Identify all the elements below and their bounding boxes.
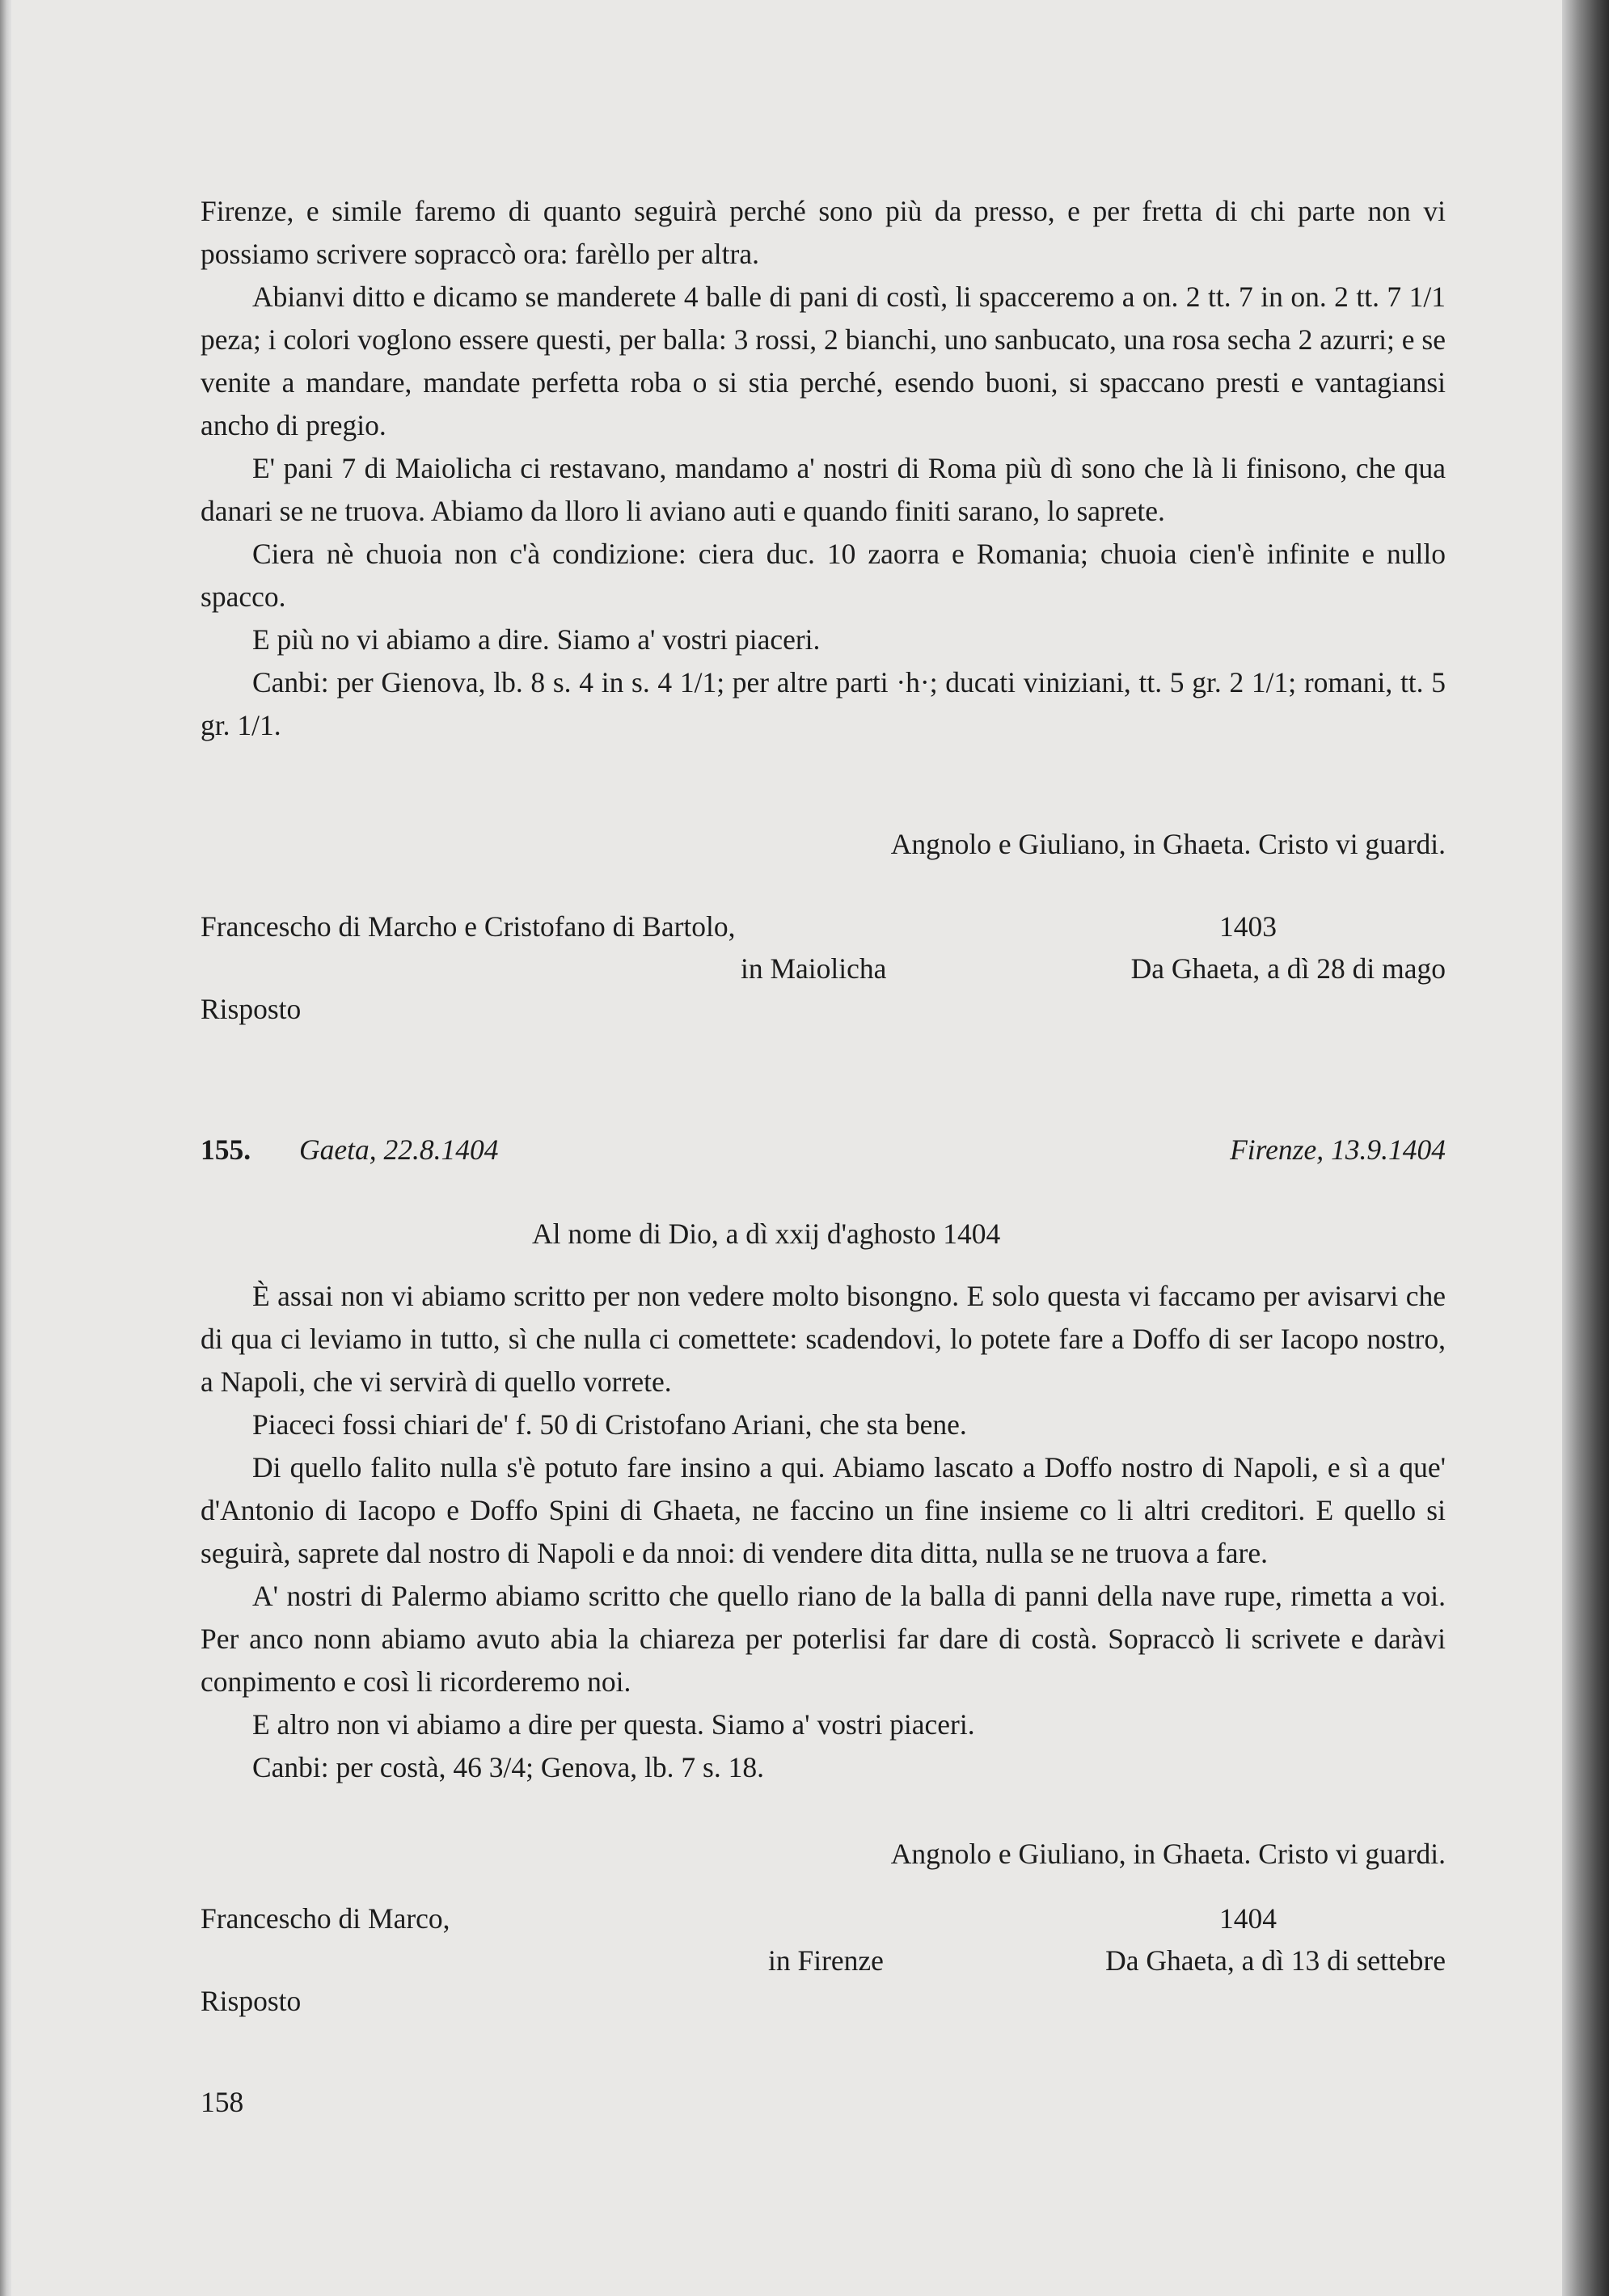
address-year: 1403 bbox=[1219, 910, 1277, 943]
paragraph: E altro non vi abiamo a dire per questa. Siamo a' vostri piaceri. bbox=[252, 1708, 975, 1741]
risposto-note: Risposto bbox=[201, 993, 302, 1025]
paragraph: È assai non vi abiamo scritto per non vedere molto bisongno. E solo questa vi faccamo per avisarvi che di qua ci leviamo in tutto, sì che nulla ci comettete: scadendovi, lo potete fare a Doffo di ser Iacopo nostro, a Napoli, che vi servirà di quello vorrete. bbox=[201, 1280, 1446, 1398]
signature: Angnolo e Giuliano, in Ghaeta. Cristo vi guardi. bbox=[890, 828, 1446, 860]
paragraph: Ciera nè chuoia non c'à condizione: ciera duc. 10 zaorra e Romania; chuoia cien'è infinite e nullo spacco. bbox=[201, 538, 1446, 613]
address-row bbox=[201, 1939, 1446, 1982]
risposto-note: Risposto bbox=[201, 1985, 302, 2017]
invocation-row bbox=[201, 1213, 1446, 1256]
letter-destination: Firenze, 13.9.1404 bbox=[1230, 1133, 1446, 1166]
paragraph: Di quello falito nulla s'è potuto fare insino a qui. Abiamo lascato a Doffo nostro di Napoli, e sì a que' d'Antonio di Iacopo e Doffo Spini di Ghaeta, ne faccino un fine insieme co li altri creditori. E quello si seguirà, saprete dal nostro di Napoli e da nnoi: di vendere dita ditta, nulla se ne truova a fare. bbox=[201, 1451, 1446, 1569]
book-page bbox=[201, 0, 1446, 2296]
address-name: Francescho di Marco, bbox=[201, 1902, 450, 1935]
paragraph: Canbi: per costà, 46 3/4; Genova, lb. 7 s. 18. bbox=[252, 1751, 764, 1783]
date-line: Da Ghaeta, a dì 28 di mago bbox=[1130, 952, 1446, 985]
page-number-row bbox=[201, 2081, 1446, 2124]
paragraph: Canbi: per Gienova, lb. 8 s. 4 in s. 4 1/1; per altre parti ·h·; ducati viniziani, tt. 5 gr. 2 1/1; romani, tt. 5 gr. 1/1. bbox=[201, 666, 1446, 741]
date-line: Da Ghaeta, a dì 13 di settebre bbox=[1105, 1944, 1446, 1977]
book-binding-left bbox=[0, 0, 11, 2296]
address-row bbox=[201, 948, 1446, 990]
paragraph: A' nostri di Palermo abiamo scritto che quello riano de la balla di panni della nave rupe, rimetta a voi. Per anco nonn abiamo avuto abia la chiareza per poterlisi far dare di costà. Sopraccò li scrivete e daràvi conpimento e così li ricorderemo noi. bbox=[201, 1580, 1446, 1698]
address-year: 1404 bbox=[1219, 1902, 1277, 1935]
book-binding-right bbox=[1562, 0, 1609, 2296]
address-row bbox=[201, 1897, 1446, 1940]
signature: Angnolo e Giuliano, in Ghaeta. Cristo vi guardi. bbox=[890, 1838, 1446, 1870]
paragraph: E' pani 7 di Maiolicha ci restavano, mandamo a' nostri di Roma più dì sono che là li finisono, che qua danari se ne truova. Abiamo da lloro li aviano auti e quando finiti sarano, lo saprete. bbox=[201, 452, 1446, 527]
paragraph: Abianvi ditto e dicamo se manderete 4 balle di pani di costì, li spacceremo a on. 2 tt. 7 in on. 2 tt. 7 1/1 peza; i colori voglono essere questi, per balla: 3 rossi, 2 bianchi, uno sanbucato, una rosa secha 2 azurri; e se venite a mandare, mandate perfetta roba o si stia perché, esendo buoni, si spaccano presti e vantagiansi ancho di pregio. bbox=[201, 281, 1446, 441]
paragraph: E più no vi abiamo a dire. Siamo a' vostri piaceri. bbox=[252, 623, 821, 656]
address-place: in Maiolicha bbox=[741, 952, 887, 985]
letter-155-header bbox=[201, 1129, 1446, 1171]
address-row bbox=[201, 905, 1446, 948]
risposto-row bbox=[201, 1980, 1446, 2023]
page-number: 158 bbox=[201, 2086, 244, 2118]
address-name: Francescho di Marcho e Cristofano di Bartolo, bbox=[201, 910, 736, 943]
letter-155-body bbox=[201, 1275, 1446, 1789]
paragraph: Piaceci fossi chiari de' f. 50 di Cristofano Ariani, che sta bene. bbox=[252, 1408, 967, 1441]
invocation: Al nome di Dio, a dì xxij d'aghosto 1404 bbox=[532, 1218, 1001, 1250]
address-place: in Firenze bbox=[768, 1944, 884, 1977]
letter-origin: Gaeta, 22.8.1404 bbox=[299, 1133, 499, 1166]
paragraph: Firenze, e simile faremo di quanto seguirà perché sono più da presso, e per fretta di chi parte non vi possiamo scrivere sopraccò ora: farèllo per altra. bbox=[201, 195, 1446, 270]
letter-number: 155. bbox=[201, 1133, 251, 1166]
risposto-row bbox=[201, 988, 1446, 1031]
letter-154-body bbox=[201, 190, 1446, 747]
